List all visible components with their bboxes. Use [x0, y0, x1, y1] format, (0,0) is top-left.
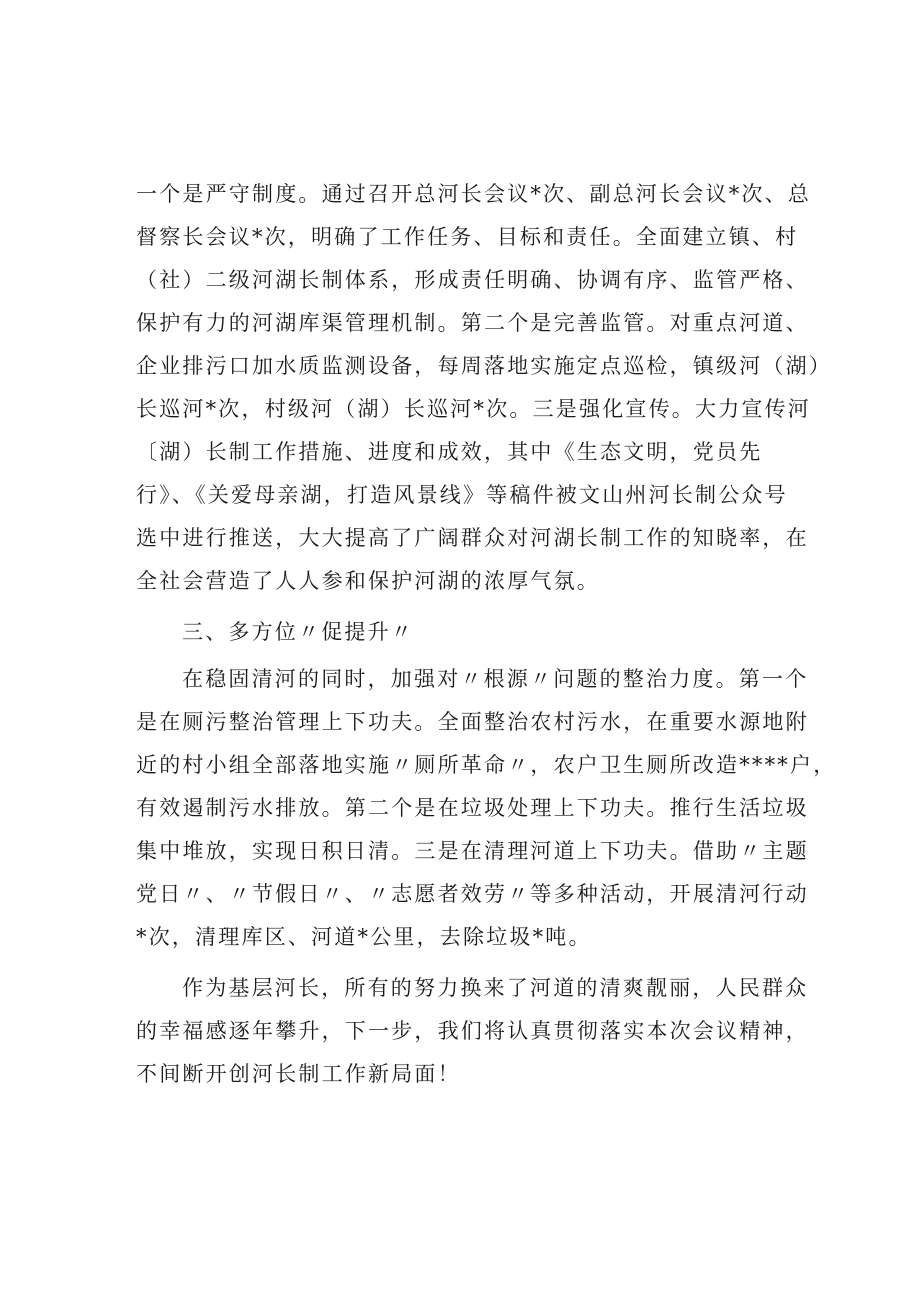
text-line: 有效遏制污水排放。第二个是在垃圾处理上下功夫。推行生活垃圾 [136, 796, 809, 820]
text-line: 保护有力的河湖库渠管理机制。第二个是完善监管。对重点河道、 [136, 311, 809, 335]
text-line: 在稳固清河的同时，加强对〃根源〃问题的整治力度。第一个 [182, 667, 809, 691]
text-line: 〔湖）长制工作措施、进度和成效，其中《生态文明，党员先 [136, 440, 763, 464]
text-line: 是在厕污整治管理上下功夫。全面整治农村污水，在重要水源地附 [136, 710, 809, 734]
text-line: 企业排污口加水质监测设备，每周落地实施定点巡检，镇级河（湖） [136, 354, 832, 378]
text-line: 督察长会议*次，明确了工作任务、目标和责任。全面建立镇、村 [136, 225, 799, 249]
text-line: 作为基层河长，所有的努力换来了河道的清爽靓丽，人民群众 [182, 976, 809, 1000]
text-line: 行》、《关爱母亲湖，打造风景线》等稿件被文山州河长制公众号 [136, 483, 788, 507]
section-heading: 三、多方位〃促提升〃 [182, 620, 414, 644]
text-line: *次，清理库区、河道*公里，去除垃圾*吨。 [136, 925, 592, 949]
text-line: 近的村小组全部落地实施〃厕所革命〃，农户卫生厕所改造****户， [136, 753, 837, 777]
text-line: 一个是严守制度。通过召开总河长会议*次、副总河长会议*次、总 [136, 182, 811, 206]
text-line: 党日〃、〃节假日〃、〃志愿者效劳〃等多种活动，开展清河行动 [136, 882, 809, 906]
text-line: 不间断开创河长制工作新局面！ [136, 1062, 461, 1086]
text-line: 选中进行推送，大大提高了广阔群众对河湖长制工作的知晓率，在 [136, 526, 809, 550]
text-line: （社）二级河湖长制体系，形成责任明确、协调有序、监管严格、 [136, 268, 809, 292]
text-line: 集中堆放，实现日积日清。三是在清理河道上下功夫。借助〃主题 [136, 839, 809, 863]
text-line: 长巡河*次，村级河（湖）长巡河*次。三是强化宣传。大力宣传河 [136, 397, 811, 421]
text-line: 全社会营造了人人参和保护河湖的浓厚气氛。 [136, 569, 600, 593]
text-line: 的幸福感逐年攀升，下一步，我们将认真贯彻落实本次会议精神， [136, 1019, 809, 1043]
